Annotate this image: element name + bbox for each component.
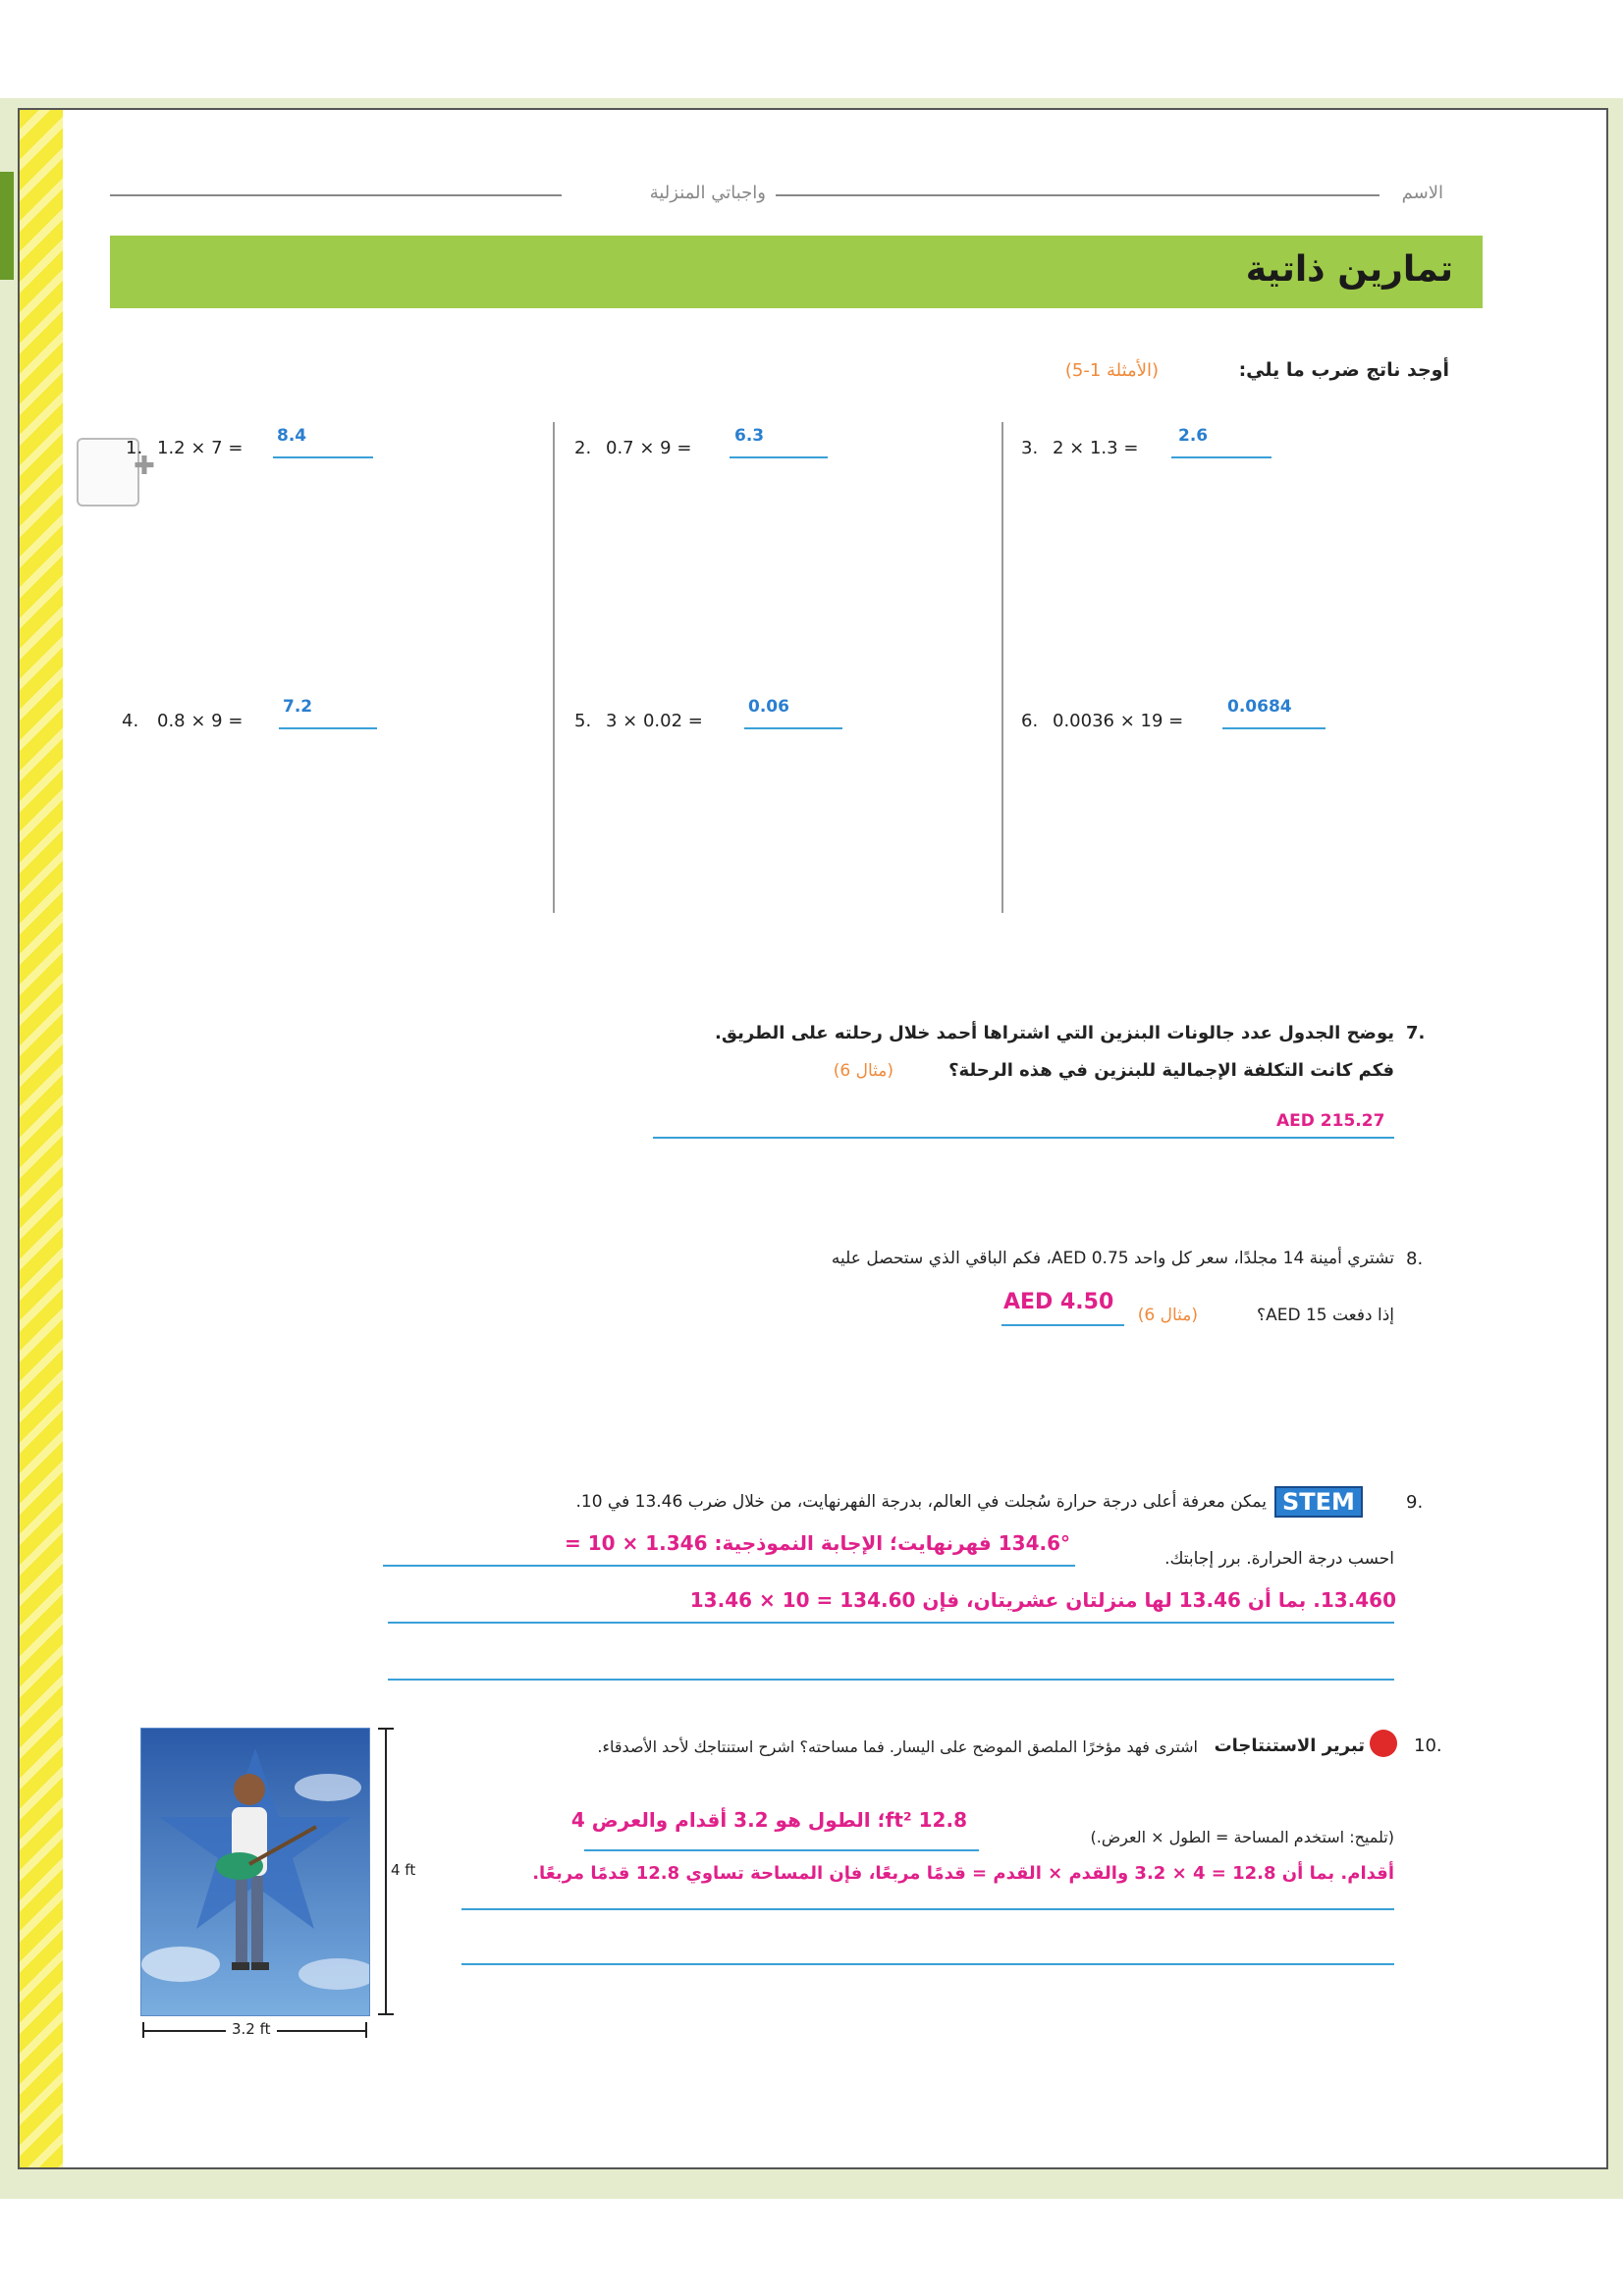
height-dimension-line [385,1728,387,2014]
plus-icon: ✚ [134,452,155,481]
problem-3-answer: 2.6 [1178,426,1209,446]
problem-5-expr: 3 × 0.02 = [606,711,703,731]
q10-line1: اشترى فهد مؤخرًا الملصق الموضح على اليسار. فما مساحته؟ اشرح استنتاجك لأحد الأصدقاء. [597,1737,1198,1756]
height-dimension-tick-bottom [378,2013,394,2015]
poster-image [140,1728,370,2016]
q9-number: 9. [1406,1492,1424,1513]
problem-6-answer: 0.0684 [1227,697,1292,717]
instructions-text: أوجد ناتج ضرب ما يلي: [1238,359,1449,381]
q7-answer-line[interactable] [653,1137,1394,1139]
problem-6-answer-line[interactable] [1222,727,1325,729]
homework-label: واجباتي المنزلية [649,183,766,203]
q9-answer-line2[interactable] [388,1622,1394,1624]
width-dimension-tick-right [365,2022,367,2038]
mp-icon [1370,1730,1397,1757]
name-line [776,194,1380,196]
height-dimension-tick-top [378,1728,394,1730]
q7-answer: AED 215.27 [1276,1111,1385,1131]
q9-line1: يمكن معرفة أعلى درجة حرارة سُجلت في العالم، بدرجة الفهرنهايت، من خلال ضرب 13.46 في 10. [575,1492,1267,1512]
q8-number: 8. [1406,1249,1424,1269]
problem-4-answer-line[interactable] [279,727,377,729]
instructions-ref: (الأمثلة 1-5) [1064,360,1159,381]
problem-1-expr: 1.2 × 7 = [157,438,243,458]
problem-5-answer: 0.06 [748,697,789,717]
q7-line1: يوضح الجدول عدد جالونات البنزين التي اشتراها أحمد خلال رحلته على الطريق. [715,1023,1394,1043]
problem-3-number: 3. [1021,438,1039,458]
q10-answer-line1[interactable] [584,1849,979,1851]
q8-line2: إذا دفعت AED 15؟ [1257,1306,1394,1325]
q10-answer1: 12.8 ft²؛ الطول هو 3.2 أقدام والعرض 4 [570,1808,967,1832]
q7-line2: فكم كانت التكلفة الإجمالية للبنزين في هذه الرحلة؟ [948,1060,1394,1081]
problem-1-number: 1. [126,438,143,458]
problem-4-number: 4. [122,711,139,731]
q10-number: 10. [1414,1735,1442,1756]
q9-answer-line1[interactable] [383,1565,1075,1567]
width-dimension-tick-left [142,2022,144,2038]
q7-ref: (مثال 6) [833,1061,893,1081]
problem-6-number: 6. [1021,711,1039,731]
q10-hint: (تلميح: استخدم المساحة = الطول × العرض.) [1090,1828,1394,1846]
q10-answer2: أقدام. بما أن 12.8 = 4 × 3.2 والقدم × القدم = قدمًا مربعًا، فإن المساحة تساوي 12.8 قدمًا مربعًا. [532,1863,1394,1884]
q9-answer-line3[interactable] [388,1679,1394,1681]
column-divider-2 [1001,422,1003,913]
q8-answer-line[interactable] [1001,1324,1124,1326]
q10-answer-line2[interactable] [461,1908,1394,1910]
problem-3-expr: 2 × 1.3 = [1053,438,1139,458]
width-dimension-label: 3.2 ft [226,2020,277,2038]
name-label: الاسم [1401,183,1443,203]
problem-2-answer: 6.3 [734,426,765,446]
problem-2-answer-line[interactable] [730,456,828,458]
q10-label: تبرير الاستنتاجات [1214,1735,1365,1756]
q7-number: 7. [1406,1023,1426,1043]
q9-line2: احسب درجة الحرارة. برر إجابتك. [1164,1549,1394,1569]
poster-illustration [141,1729,369,2015]
problem-6-expr: 0.0036 × 19 = [1053,711,1184,731]
problem-2-number: 2. [574,438,592,458]
problem-1-answer: 8.4 [277,426,307,446]
q9-answer2: 13.460. بما أن 13.46 لها منزلتان عشريتان، فإن 134.60 = 10 × 13.46 [689,1588,1396,1612]
problem-5-answer-line[interactable] [744,727,842,729]
homework-line [110,194,562,196]
stem-badge: STEM [1274,1486,1363,1518]
problem-5-number: 5. [574,711,592,731]
banner-title: تمارين ذاتية [1245,249,1453,290]
height-dimension-label: 4 ft [391,1861,416,1879]
problem-4-answer: 7.2 [283,697,313,717]
q9-answer1: 134.6° فهرنهايت؛ الإجابة النموذجية: 1.346 × 10 = [564,1531,1070,1555]
problem-3-answer-line[interactable] [1171,456,1271,458]
q10-answer-line3[interactable] [461,1963,1394,1965]
problem-1-answer-line[interactable] [273,456,373,458]
problem-2-expr: 0.7 × 9 = [606,438,692,458]
side-tab [0,172,14,280]
q8-ref: (مثال 6) [1137,1306,1198,1325]
q8-answer: AED 4.50 [1003,1290,1114,1314]
problem-4-expr: 0.8 × 9 = [157,711,243,731]
yellow-stripe [20,110,63,2167]
column-divider-1 [553,422,555,913]
q8-line1: تشتري أمينة 14 مجلدًا، سعر كل واحد AED 0.75، فكم الباقي الذي ستحصل عليه [831,1249,1394,1268]
